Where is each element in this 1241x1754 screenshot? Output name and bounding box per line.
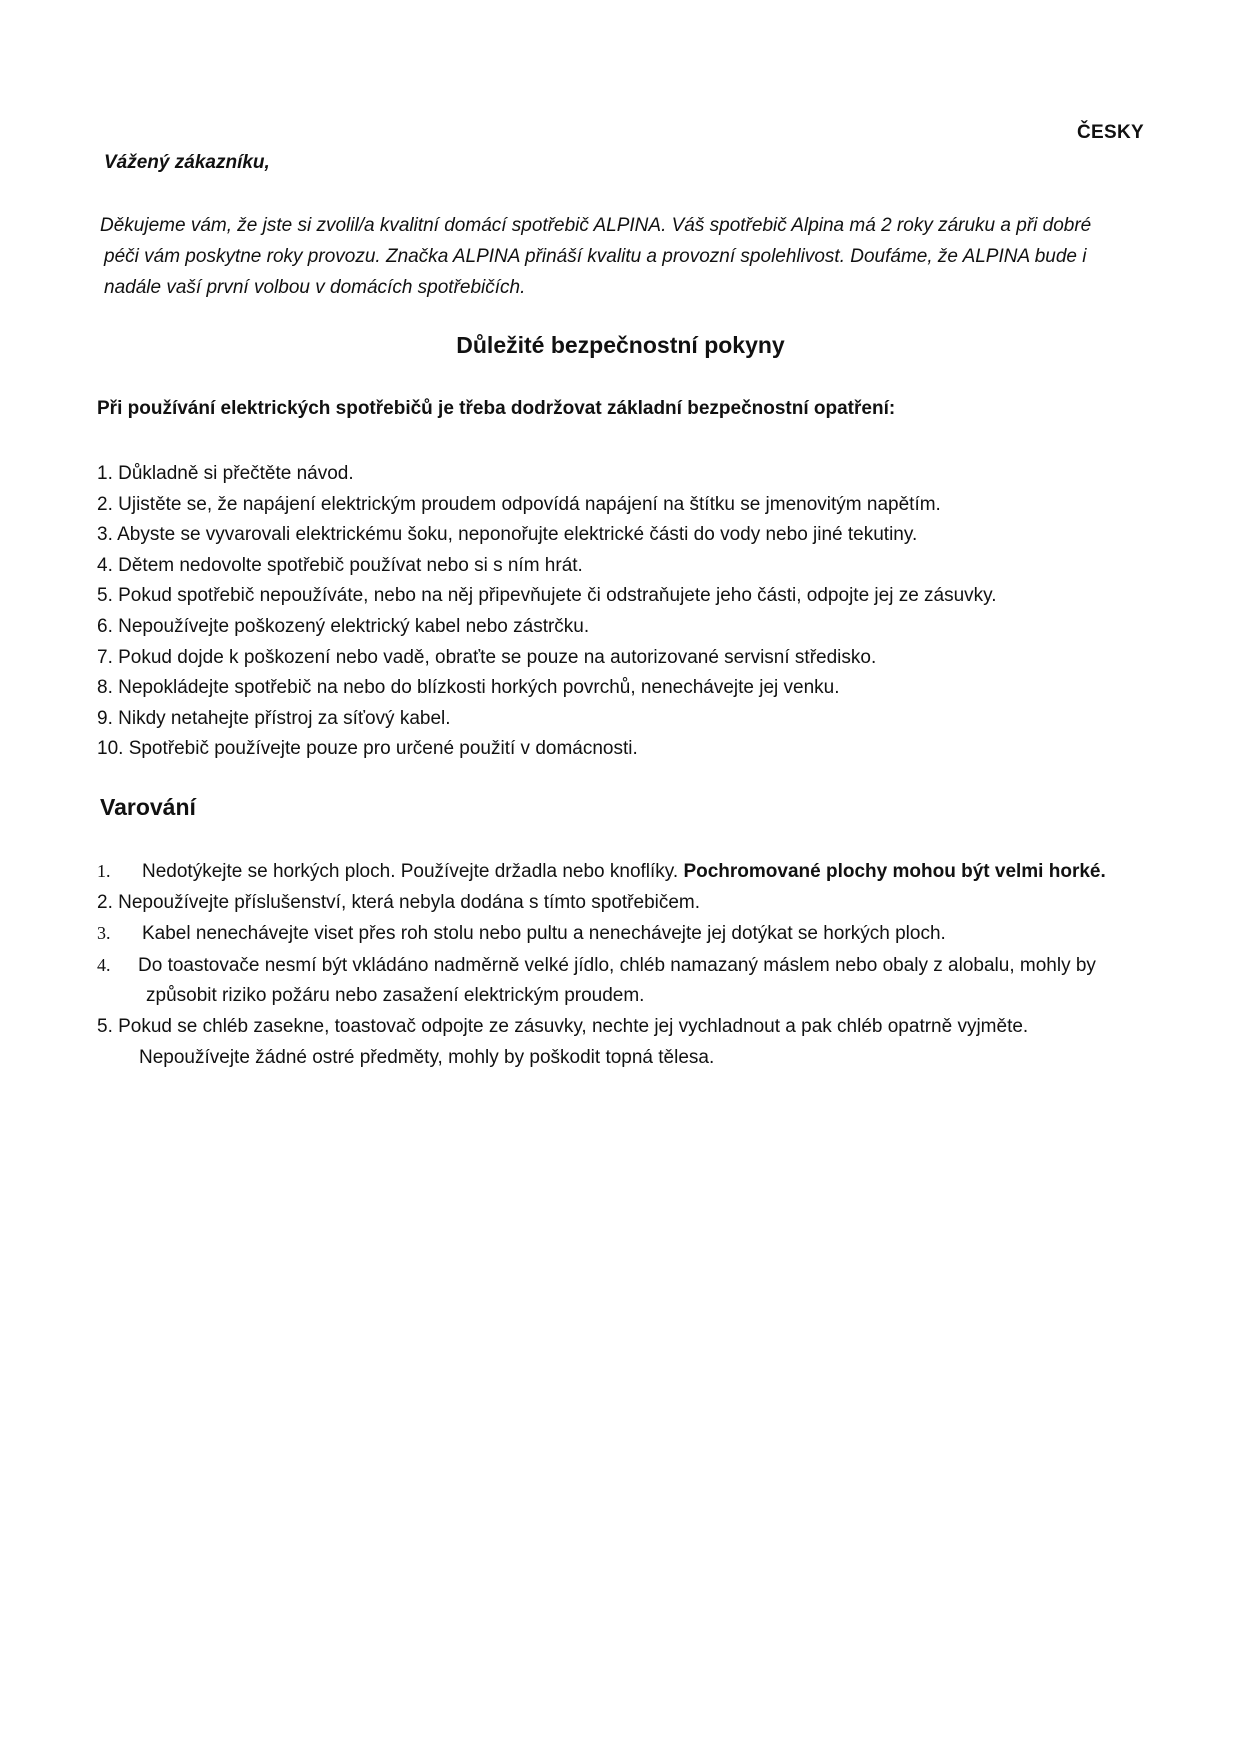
language-label: ČESKY [1077, 122, 1144, 143]
item-continuation: Nepoužívejte žádné ostré předměty, mohly by poškodit topná tělesa. [139, 1046, 715, 1068]
item-text: Do toastovače nesmí být vkládáno nadměrně velké jídlo, chléb namazaný máslem nebo obaly z alobalu, mohly by [138, 954, 1096, 976]
warning-item-1 [97, 856, 1157, 888]
intro-line: nadále vaší první volbou v domácích spotřebičích. [104, 277, 526, 298]
item-text: Kabel nenechávejte viset přes roh stolu nebo pultu a nenechávejte jej dotýkat se horkých ploch. [142, 923, 946, 945]
warning-item-4 [97, 950, 1157, 1012]
item-emphasis: Pochromované plochy mohou být velmi horké. [683, 861, 1106, 882]
safety-title: Důležité bezpečnostní pokyny [456, 332, 785, 358]
list-item: 5. Pokud spotřebič nepoužíváte, nebo na něj připevňujete či odstraňujete jeho části, odpojte jej ze zásuvky. [97, 585, 997, 607]
list-item: 4. Dětem nedovolte spotřebič používat nebo si s ním hrát. [97, 554, 583, 576]
item-text: Nedotýkejte se horkých ploch. Používejte držadla nebo knoflíky. [142, 861, 679, 882]
list-item: 10. Spotřebič používejte pouze pro určené použití v domácnosti. [97, 738, 638, 760]
intro-line: Děkujeme vám, že jste si zvolil/a kvalitní domácí spotřebič ALPINA. Váš spotřebič Alpina má 2 roky záruku a při dobré [100, 215, 1092, 236]
list-item: 7. Pokud dojde k poškození nebo vadě, obraťte se pouze na autorizované servisní středisko. [97, 646, 877, 668]
warning-item-2: 2. Nepoužívejte příslušenství, která nebyla dodána s tímto spotřebičem. [97, 891, 701, 913]
safety-list [97, 459, 997, 765]
safety-subtitle: Při používání elektrických spotřebičů je třeba dodržovat základní bezpečnostní opatření: [97, 398, 896, 419]
item-number: 1. [97, 861, 111, 881]
list-item: 2. Ujistěte se, že napájení elektrickým proudem odpovídá napájení na štítku se jmenovitým napětím. [97, 493, 941, 515]
list-item: 1. Důkladně si přečtěte návod. [97, 463, 354, 484]
greeting: Vážený zákazníku, [104, 152, 270, 173]
warning-list [97, 856, 1157, 1073]
warning-title: Varování [100, 794, 196, 820]
intro-line: péči vám poskytne roky provozu. Značka ALPINA přináší kvalitu a provozní spolehlivost. Doufáme, že ALPINA bude i [104, 246, 1087, 267]
item-text: 5. Pokud se chléb zasekne, toastovač odpojte ze zásuvky, nechte jej vychladnout a pak chléb opatrně vyjměte. [97, 1015, 1029, 1037]
item-continuation: způsobit riziko požáru nebo zasažení elektrickým proudem. [146, 985, 645, 1007]
warning-item-3 [97, 918, 1157, 950]
intro-paragraph [100, 210, 1150, 303]
list-item: 9. Nikdy netahejte přístroj za síťový kabel. [97, 707, 451, 729]
list-item: 3. Abyste se vyvarovali elektrickému šoku, neponořujte elektrické části do vody nebo jiné tekutiny. [97, 524, 918, 546]
warning-item-5 [97, 1012, 1157, 1073]
list-item: 6. Nepoužívejte poškozený elektrický kabel nebo zástrčku. [97, 615, 590, 637]
item-number: 3. [97, 923, 111, 944]
item-number: 4. [97, 954, 111, 975]
list-item: 8. Nepokládejte spotřebič na nebo do blízkosti horkých povrchů, nenechávejte jej venku. [97, 677, 840, 699]
